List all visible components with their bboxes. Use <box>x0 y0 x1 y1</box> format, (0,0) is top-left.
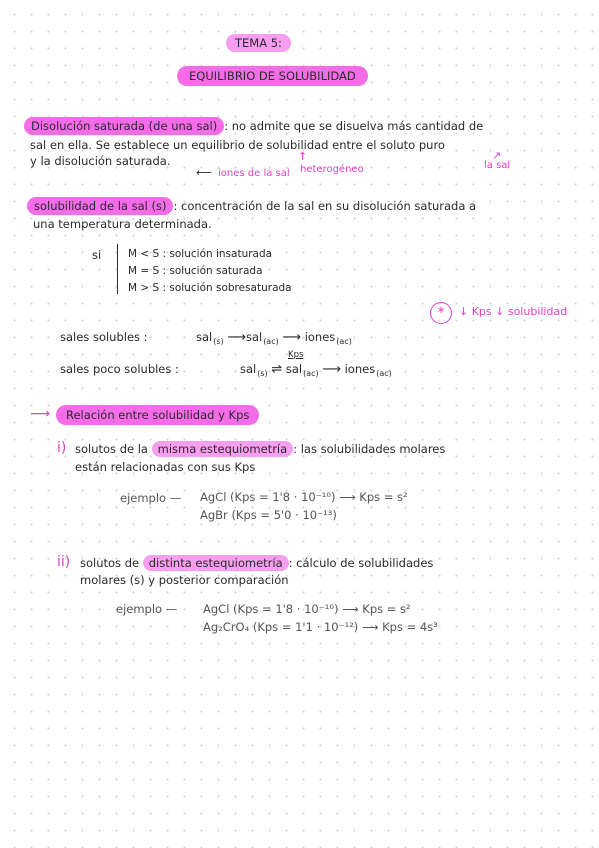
solubles-arrow1: ⟶ <box>227 330 246 345</box>
item2-example2: Ag₂CrO₄ (Kps = 1'1 · 10⁻¹²) ⟶ Kps = 4s³ <box>203 620 438 634</box>
star-circle <box>430 302 452 324</box>
solubles-sal-ac: sal <box>245 330 263 344</box>
annotation-lasal: la sal <box>484 160 511 171</box>
annotation-heterogeneo: heterogéneo <box>300 164 364 175</box>
poco-sal-s: sal <box>240 362 257 376</box>
disolucion-term: Disolución saturada (de una sal) <box>24 117 224 135</box>
poco-iones: iones <box>344 362 376 376</box>
solubles-sal-s: sal <box>196 330 213 344</box>
arrow-up-lasal: ↗ <box>492 149 502 162</box>
item2-highlight: distinta estequiometría <box>143 555 289 571</box>
item1-example2: AgBr (Kps = 5'0 · 10⁻¹³) <box>200 508 337 522</box>
case-insaturada: M < S : solución insaturada <box>128 248 273 260</box>
solubles-equation <box>196 330 352 349</box>
disolucion-line2: sal en ella. Se establece un equilibrio de solubilidad entre el soluto puro <box>30 138 445 152</box>
item2-rest: : cálculo de solubilidades <box>288 556 434 570</box>
disolucion-line1 <box>24 119 483 133</box>
poco-s-sub: (s) <box>257 369 268 378</box>
poco-label: sales poco solubles : <box>60 362 179 376</box>
item1-prefix: solutos de la <box>75 442 148 456</box>
disolucion-line3: y la disolución saturada. <box>30 154 171 168</box>
solubles-label: sales solubles : <box>60 330 148 344</box>
item1-highlight: misma estequiometría <box>152 441 294 457</box>
case-saturada: M = S : solución saturada <box>128 265 263 277</box>
poco-equilibrium-arrow: ⇌ <box>271 362 283 377</box>
item1-number: i) <box>57 440 67 456</box>
relacion-arrow: ⟶ <box>30 406 51 422</box>
poco-sal-ac: sal <box>285 362 303 376</box>
item2-example1: AgCl (Kps = 1'8 · 10⁻¹⁰) ⟶ Kps = s² <box>203 602 411 616</box>
kps-note: ↓ Kps ↓ solubilidad <box>459 305 568 318</box>
arrow-up-heterogeneo: ↑ <box>298 150 308 163</box>
item1-example1: AgCl (Kps = 1'8 · 10⁻¹⁰) ⟶ Kps = s² <box>200 490 408 504</box>
solubles-iones-sub: (ac) <box>336 337 352 346</box>
si-label: si <box>92 248 102 262</box>
case-sobresaturada: M > S : solución sobresaturada <box>128 282 292 294</box>
item2-line2: molares (s) y posterior comparación <box>80 573 289 587</box>
item2-example-label: ejemplo — <box>116 602 178 616</box>
item1-rest: : las solubilidades molares <box>293 442 446 456</box>
topic-number: TEMA 5: <box>226 34 291 52</box>
item1-example-label: ejemplo — <box>120 491 182 505</box>
item2-prefix: solutos de <box>80 556 140 570</box>
annotation-iones: iones de la sal <box>218 168 290 179</box>
disolucion-def1: : no admite que se disuelva más cantidad de <box>224 119 484 133</box>
item1-line1 <box>75 442 445 456</box>
solubilidad-term: solubilidad de la sal (s) <box>27 197 173 215</box>
solubilidad-line1 <box>27 199 476 213</box>
poco-ac-sub: (ac) <box>303 369 319 378</box>
solubilidad-line2: una temperatura determinada. <box>33 217 212 231</box>
solubles-s-sub: (s) <box>213 337 224 346</box>
poco-arrow2: ⟶ <box>322 362 341 377</box>
solubles-ac-sub: (ac) <box>263 337 279 346</box>
relacion-title: Relación entre solubilidad y Kps <box>56 405 259 425</box>
solubles-iones: iones <box>304 330 336 344</box>
poco-kps-label: Kps <box>288 350 304 360</box>
cases-bracket <box>117 244 118 294</box>
solubles-arrow2: ⟶ <box>282 330 302 345</box>
arrow-to-iones: ⟵ <box>196 166 212 179</box>
star-icon: * <box>437 305 445 321</box>
item1-line2: están relacionadas con sus Kps <box>75 460 256 474</box>
item2-number: ii) <box>57 554 71 570</box>
item2-line1 <box>80 556 433 570</box>
poco-equation <box>240 362 392 381</box>
poco-iones-sub: (ac) <box>376 369 392 378</box>
page-title: EQUILIBRIO DE SOLUBILIDAD <box>177 66 368 86</box>
solubilidad-def1: : concentración de la sal en su disolución saturada a <box>173 199 477 213</box>
